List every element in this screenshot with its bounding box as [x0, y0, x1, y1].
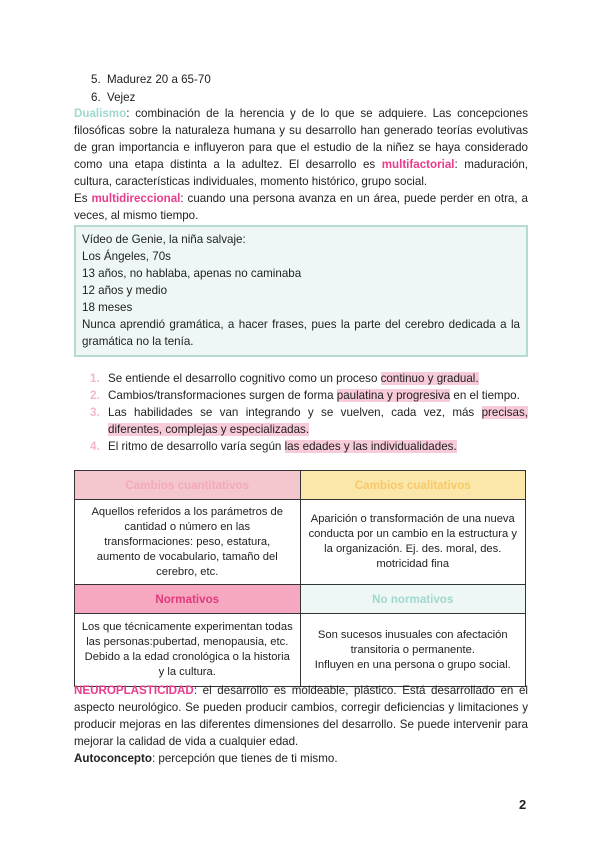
list-item: 1. Se entiende el desarrollo cognitivo como un proceso continuo y gradual.: [90, 372, 479, 385]
header-cambios-cualitativos: Cambios cualitativos: [300, 471, 526, 500]
list-item: 2. Cambios/transformaciones surgen de forma paulatina y progresiva en el tiempo.: [90, 389, 520, 402]
development-principles-list: [90, 370, 528, 455]
list-item: 5. Madurez 20 a 65-70: [91, 73, 211, 86]
top-numbered-list: [91, 71, 211, 107]
multidireccional-term: multidireccional: [91, 192, 181, 205]
note-line: 12 años y medio: [82, 284, 168, 297]
note-line: 13 años, no hablaba, apenas no caminaba: [82, 267, 302, 280]
page-number: 2: [519, 797, 527, 812]
genie-note-box: [74, 225, 528, 357]
header-cambios-cuantitativos: Cambios cuantitativos: [75, 471, 301, 500]
changes-table: [74, 470, 526, 687]
cell-cuantitativos: Aquellos referidos a los parámetros de cantidad o número en las transformaciones: peso, estatura, aumento de vocabulario, tamaño del cerebro, etc.: [75, 500, 301, 585]
multifactorial-term: multifactorial: [381, 158, 455, 171]
cell-no-normativos: Son sucesos inusuales con afectación transitoria o permanente. Influyen en una persona o grupo social.: [300, 614, 526, 687]
highlight: precisas, diferentes, complejas y especializadas.: [108, 406, 528, 436]
note-line: Vídeo de Genie, la niña salvaje:: [82, 233, 246, 246]
note-line: Los Ángeles, 70s: [82, 250, 171, 263]
highlight: las edades y las individualidades.: [284, 440, 457, 453]
highlight: paulatina y progresiva: [336, 389, 451, 402]
dualismo-paragraph: Dualismo: combinación de la herencia y de lo que se adquiere. Las concepciones filosóficas sobre la naturaleza humana y su desarrollo han generado teorías evolutivas de gran importancia e influyeron para que el estudio de la niñez se haya considerado como una etapa distinta a la adultez. El desarrollo es multifactorial: maduración, cultura, características individuales, momento histórico, grupo social.: [74, 107, 528, 188]
list-item: 6. Vejez: [91, 91, 136, 104]
cell-normativos: Los que técnicamente experimentan todas las personas:pubertad, menopausia, etc. Debido a la edad cronológica o la historia y la cultura.: [75, 614, 301, 687]
note-line: 18 meses: [82, 301, 133, 314]
list-item: 3. Las habilidades se van integrando y se vuelven, cada vez, más precisas, diferentes, complejas y especializadas.: [90, 406, 528, 436]
multidireccional-paragraph: Es multidireccional: cuando una persona avanza en un área, puede perder en otra, a veces, al mismo tiempo.: [74, 192, 528, 222]
note-line: Nunca aprendió gramática, a hacer frases, pues la parte del cerebro dedicada a la gramática no la tenía.: [82, 318, 520, 348]
header-no-normativos: No normativos: [300, 585, 526, 614]
autoconcepto-term: Autoconcepto: [74, 752, 152, 765]
highlight: continuo y gradual.: [380, 372, 479, 385]
header-normativos: Normativos: [75, 585, 301, 614]
neuroplasticidad-term: NEUROPLASTICIDAD: [74, 684, 194, 697]
neuroplasticidad-paragraph: NEUROPLASTICIDAD: el desarrollo es moldeable, plástico. Está desarrollado en el aspecto neurológico. Se pueden producir cambios, corregir deficiencias y limitaciones y producir mejoras en las diferentes dimensiones del desarrollo. Se puede intervenir para mejorar la calidad de vida a cualquier edad.: [74, 684, 528, 748]
autoconcepto-paragraph: Autoconcepto: percepción que tienes de ti mismo.: [74, 752, 338, 765]
list-item: 4. El ritmo de desarrollo varía según las edades y las individualidades.: [90, 440, 457, 453]
cell-cualitativos: Aparición o transformación de una nueva conducta por un cambio en la estructura y la organización. Ej. des. moral, des. motricidad fina: [300, 500, 526, 585]
dualismo-term: Dualismo: [74, 107, 127, 120]
